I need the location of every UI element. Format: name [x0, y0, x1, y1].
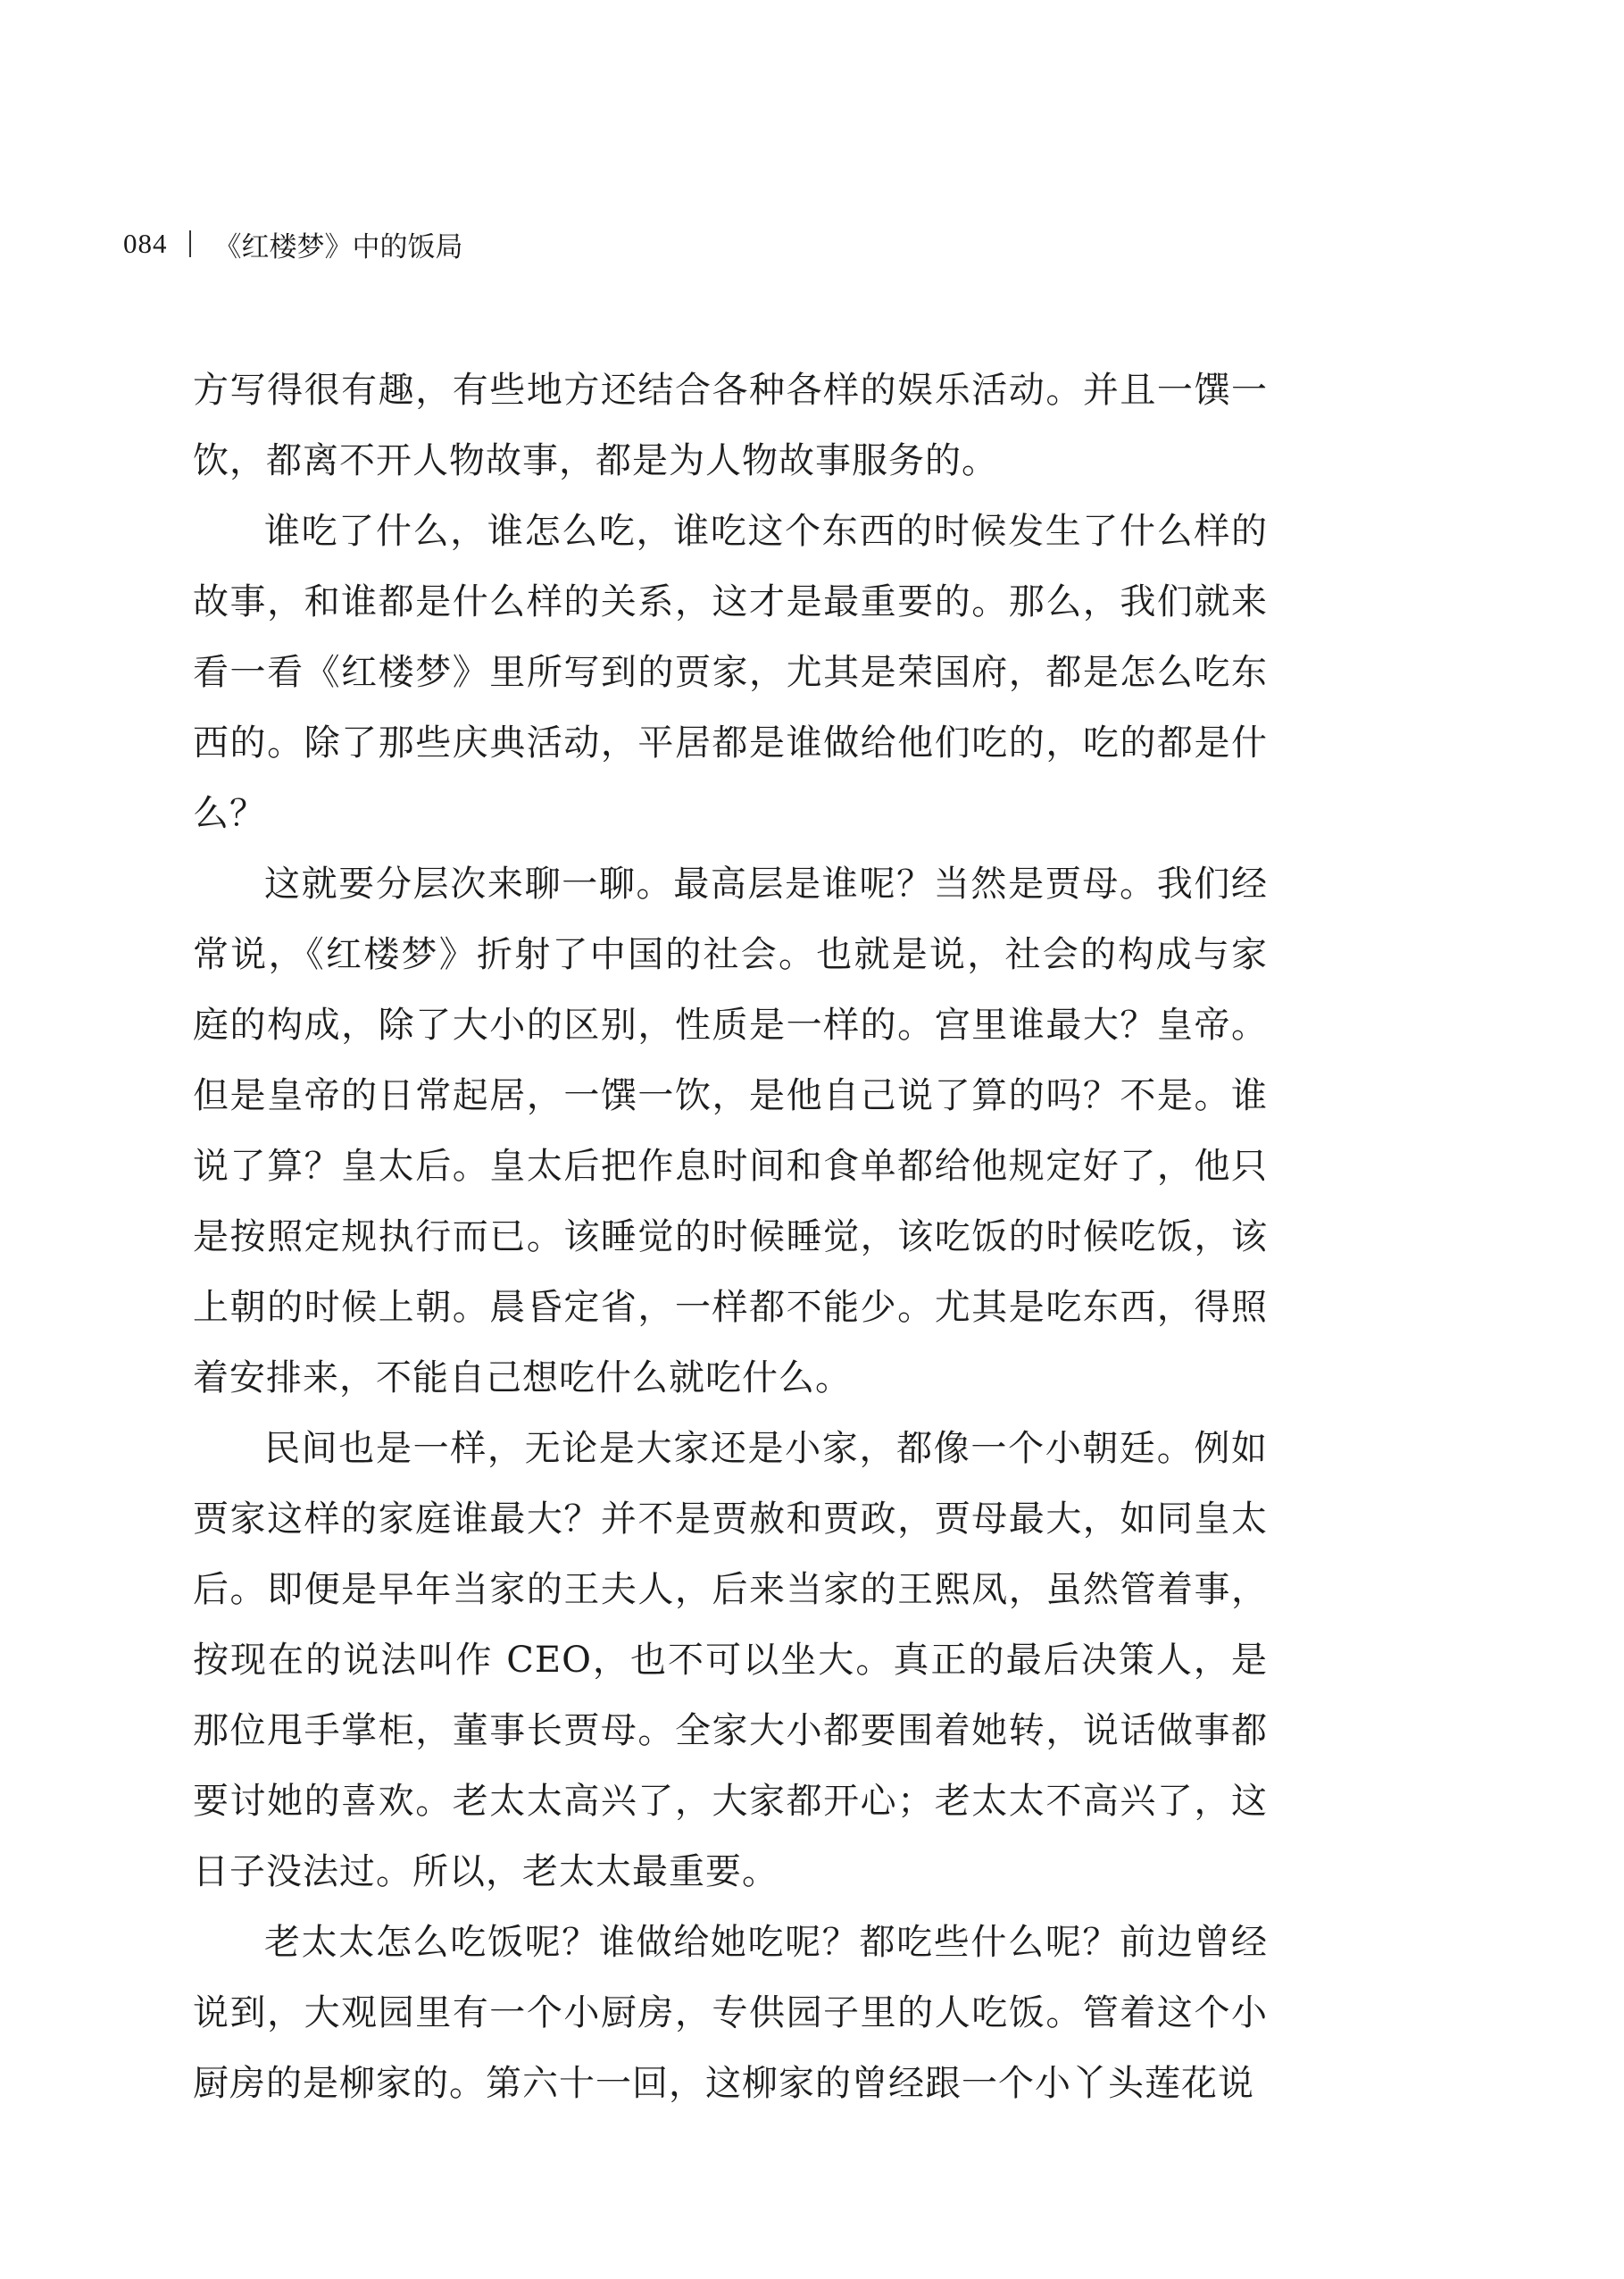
header-divider: [189, 230, 191, 257]
paragraph: 民间也是一样，无论是大家还是小家，都像一个小朝廷。例如贾家这样的家庭谁最大？并不是贾赦和贾政，贾母最大，如同皇太后。即便是早年当家的王夫人，后来当家的王熙凤，虽然管着事，按现在的说法叫作 CEO，也不可以坐大。真正的最后决策人，是那位甩手掌柜，董事长贾母。全家大小都要围着她转，说话做事都要讨她的喜欢。老太太高兴了，大家都开心；老太太不高兴了，这日子没法过。所以，老太太最重要。: [193, 1428, 1268, 1892]
paragraph: 谁吃了什么，谁怎么吃，谁吃这个东西的时候发生了什么样的故事，和谁都是什么样的关系，这才是最重要的。那么，我们就来看一看《红楼梦》里所写到的贾家，尤其是荣国府，都是怎么吃东西的。除了那些庆典活动，平居都是谁做给他们吃的，吃的都是什么？: [193, 511, 1268, 834]
page-number: 084: [123, 228, 168, 259]
body-text: [193, 355, 1268, 2119]
paragraph: 老太太怎么吃饭呢？谁做给她吃呢？都吃些什么呢？前边曾经说到，大观园里有一个小厨房，专供园子里的人吃饭。管着这个小厨房的是柳家的。第六十一回，这柳家的曾经跟一个小丫头莲花说: [193, 1922, 1268, 2104]
paragraph: 这就要分层次来聊一聊。最高层是谁呢？当然是贾母。我们经常说，《红楼梦》折射了中国的社会。也就是说，社会的构成与家庭的构成，除了大小的区别，性质是一样的。宫里谁最大？皇帝。但是皇帝的日常起居，一馔一饮，是他自己说了算的吗？不是。谁说了算？皇太后。皇太后把作息时间和食单都给他规定好了，他只是按照定规执行而已。该睡觉的时候睡觉，该吃饭的时候吃饭，该上朝的时候上朝。晨昏定省，一样都不能少。尤其是吃东西，得照着安排来，不能自己想吃什么就吃什么。: [193, 864, 1268, 1398]
running-header: [123, 218, 463, 270]
book-title: 《红楼梦》中的饭局: [213, 230, 463, 263]
paragraph-continuation: 方写得很有趣，有些地方还结合各种各样的娱乐活动。并且一馔一饮，都离不开人物故事，都是为人物故事服务的。: [193, 370, 1268, 481]
